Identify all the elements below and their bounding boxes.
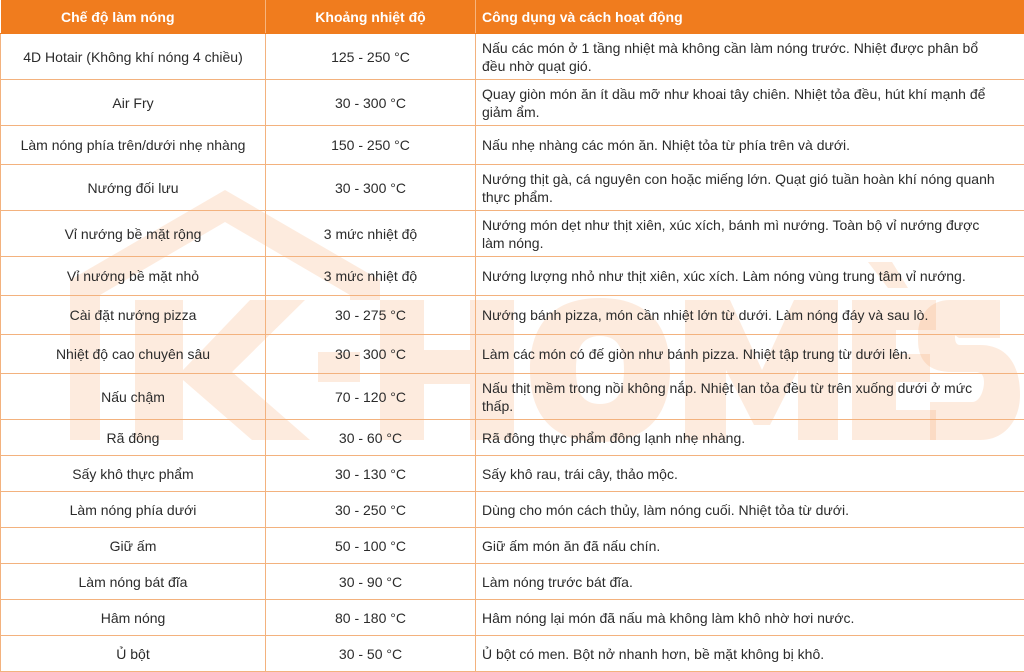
table-row xyxy=(1,636,1024,672)
header-temperature-range: Khoảng nhiệt độ xyxy=(266,0,476,34)
description-cell: Rã đông thực phẩm đông lạnh nhẹ nhàng. xyxy=(476,420,1024,456)
description-cell: Dùng cho món cách thủy, làm nóng cuối. Nhiệt tỏa từ dưới. xyxy=(476,492,1024,528)
description-cell: Làm các món có đế giòn như bánh pizza. Nhiệt tập trung từ dưới lên. xyxy=(476,335,1024,374)
table-row xyxy=(1,126,1024,165)
mode-cell: 4D Hotair (Không khí nóng 4 chiều) xyxy=(1,34,266,80)
mode-cell: Cài đặt nướng pizza xyxy=(1,296,266,335)
table-row xyxy=(1,257,1024,296)
mode-cell: Làm nóng phía trên/dưới nhẹ nhàng xyxy=(1,126,266,165)
mode-cell: Air Fry xyxy=(1,80,266,126)
description-cell: Nấu nhẹ nhàng các món ăn. Nhiệt tỏa từ phía trên và dưới. xyxy=(476,126,1024,165)
description-cell: Nướng thịt gà, cá nguyên con hoặc miếng lớn. Quạt gió tuần hoàn khí nóng quanh thực phẩm. xyxy=(476,165,1024,211)
temperature-cell: 30 - 130 °C xyxy=(266,456,476,492)
temperature-cell: 3 mức nhiệt độ xyxy=(266,257,476,296)
temperature-cell: 80 - 180 °C xyxy=(266,600,476,636)
header-usage-description: Công dụng và cách hoạt động xyxy=(476,0,1024,34)
mode-cell: Nấu chậm xyxy=(1,374,266,420)
description-cell: Hâm nóng lại món đã nấu mà không làm khô nhờ hơi nước. xyxy=(476,600,1024,636)
temperature-cell: 30 - 300 °C xyxy=(266,165,476,211)
table-row xyxy=(1,211,1024,257)
temperature-cell: 30 - 300 °C xyxy=(266,80,476,126)
mode-cell: Nướng đối lưu xyxy=(1,165,266,211)
mode-cell: Làm nóng phía dưới xyxy=(1,492,266,528)
description-cell: Làm nóng trước bát đĩa. xyxy=(476,564,1024,600)
table-row xyxy=(1,335,1024,374)
table-header-row xyxy=(1,0,1024,34)
temperature-cell: 30 - 275 °C xyxy=(266,296,476,335)
mode-cell: Ủ bột xyxy=(1,636,266,672)
description-cell: Nướng bánh pizza, món cần nhiệt lớn từ dưới. Làm nóng đáy và sau lò. xyxy=(476,296,1024,335)
table-row xyxy=(1,600,1024,636)
description-cell: Giữ ấm món ăn đã nấu chín. xyxy=(476,528,1024,564)
table-row xyxy=(1,80,1024,126)
mode-cell: Nhiệt độ cao chuyên sâu xyxy=(1,335,266,374)
temperature-cell: 3 mức nhiệt độ xyxy=(266,211,476,257)
table-row xyxy=(1,374,1024,420)
temperature-cell: 30 - 50 °C xyxy=(266,636,476,672)
table-row xyxy=(1,492,1024,528)
description-cell: Nướng món dẹt như thịt xiên, xúc xích, bánh mì nướng. Toàn bộ vỉ nướng được làm nóng. xyxy=(476,211,1024,257)
table-row xyxy=(1,456,1024,492)
table-row xyxy=(1,420,1024,456)
table-row xyxy=(1,528,1024,564)
mode-cell: Giữ ấm xyxy=(1,528,266,564)
temperature-cell: 30 - 250 °C xyxy=(266,492,476,528)
table-row xyxy=(1,296,1024,335)
description-cell: Nấu thịt mềm trong nồi không nắp. Nhiệt lan tỏa đều từ trên xuống dưới ở mức thấp. xyxy=(476,374,1024,420)
temperature-cell: 30 - 60 °C xyxy=(266,420,476,456)
table-row xyxy=(1,34,1024,80)
temperature-cell: 150 - 250 °C xyxy=(266,126,476,165)
mode-cell: Làm nóng bát đĩa xyxy=(1,564,266,600)
description-cell: Quay giòn món ăn ít dầu mỡ như khoai tây chiên. Nhiệt tỏa đều, hút khí mạnh để giảm ẩm. xyxy=(476,80,1024,126)
temperature-cell: 30 - 90 °C xyxy=(266,564,476,600)
description-cell: Nướng lượng nhỏ như thịt xiên, xúc xích. Làm nóng vùng trung tâm vỉ nướng. xyxy=(476,257,1024,296)
mode-cell: Rã đông xyxy=(1,420,266,456)
temperature-cell: 50 - 100 °C xyxy=(266,528,476,564)
mode-cell: Hâm nóng xyxy=(1,600,266,636)
temperature-cell: 70 - 120 °C xyxy=(266,374,476,420)
description-cell: Nấu các món ở 1 tầng nhiệt mà không cần làm nóng trước. Nhiệt được phân bổ đều nhờ quạt gió. xyxy=(476,34,1024,80)
mode-cell: Vỉ nướng bề mặt nhỏ xyxy=(1,257,266,296)
mode-cell: Sấy khô thực phẩm xyxy=(1,456,266,492)
header-heating-mode: Chế độ làm nóng xyxy=(1,0,266,34)
mode-cell: Vỉ nướng bề mặt rộng xyxy=(1,211,266,257)
temperature-cell: 30 - 300 °C xyxy=(266,335,476,374)
table-row xyxy=(1,564,1024,600)
table-row xyxy=(1,165,1024,211)
description-cell: Sấy khô rau, trái cây, thảo mộc. xyxy=(476,456,1024,492)
description-cell: Ủ bột có men. Bột nở nhanh hơn, bề mặt không bị khô. xyxy=(476,636,1024,672)
temperature-cell: 125 - 250 °C xyxy=(266,34,476,80)
